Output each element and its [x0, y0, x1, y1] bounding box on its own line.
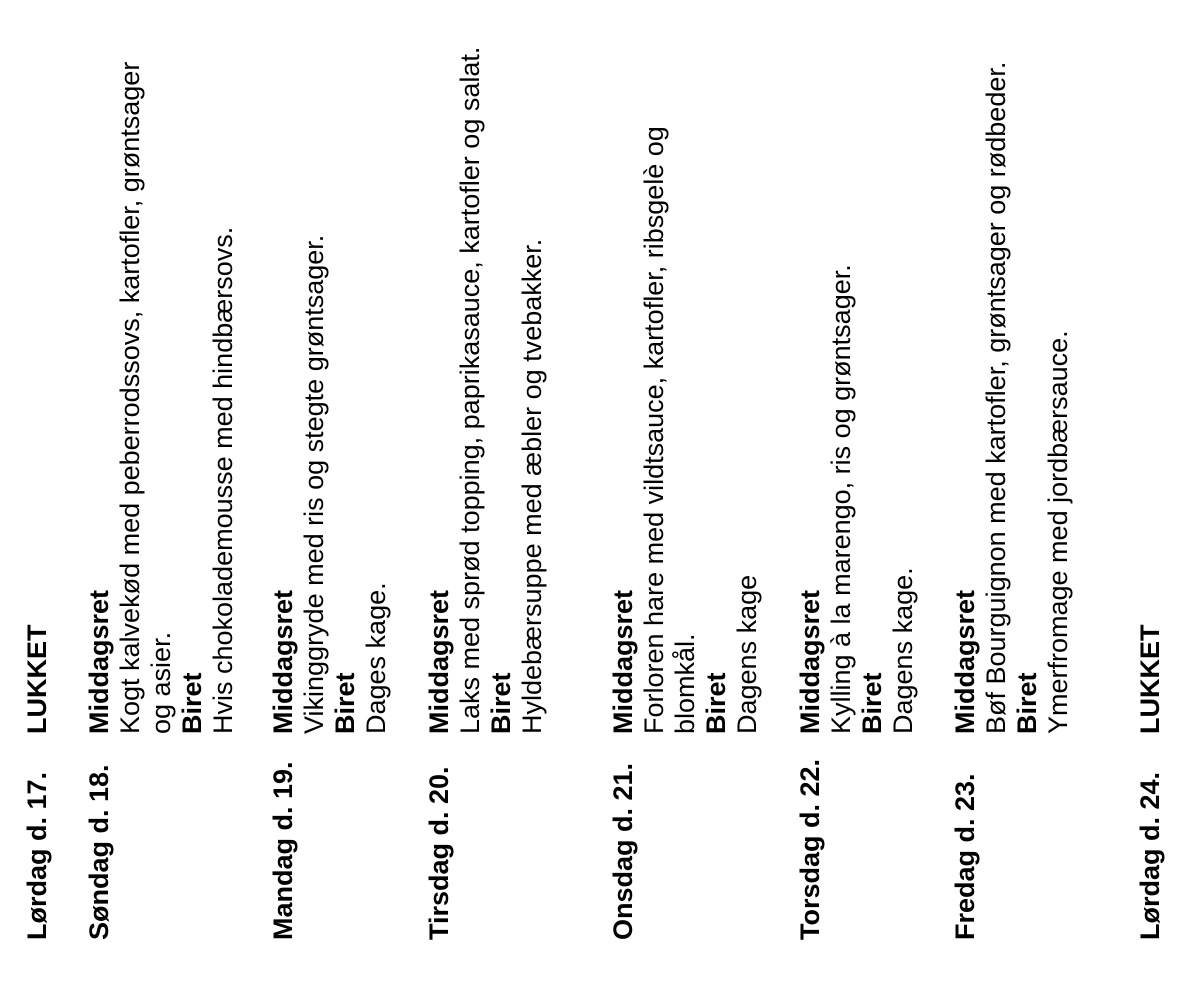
dessert-text: Dagens kage	[732, 574, 762, 734]
main-course-heading: Middagsret	[950, 589, 980, 734]
day-content	[22, 34, 53, 734]
main-course-text: Laks med sprød topping, paprikasauce, kartofler og salat.	[455, 46, 485, 734]
dessert-text: Hvis chokolademousse med hindbærsovs.	[208, 226, 238, 734]
day-label: Mandag d. 19.	[268, 761, 298, 940]
dessert-heading: Biret	[486, 672, 516, 734]
day-sunday-18	[84, 34, 239, 940]
day-content	[795, 34, 919, 734]
dessert-text: Ymerfromage med jordbærsauce.	[1043, 330, 1073, 734]
day-content	[1135, 34, 1166, 734]
dessert-heading: Biret	[330, 672, 360, 734]
main-course-text: Bøf Bourguignon med kartofler, grøntsager og rødbeder.	[981, 61, 1011, 734]
dessert-heading: Biret	[701, 672, 731, 734]
main-course-heading: Middagsret	[268, 589, 298, 734]
main-course-text: Kylling à la marengo, ris og grøntsager.	[826, 264, 856, 734]
day-label: Tirsdag d. 20.	[424, 766, 454, 940]
day-content	[950, 34, 1074, 734]
day-label: Lørdag d. 17.	[22, 771, 52, 940]
day-content	[268, 34, 392, 734]
main-course-heading: Middagsret	[795, 589, 825, 734]
day-content	[84, 34, 239, 734]
closed-label: LUKKET	[22, 624, 52, 734]
day-saturday-24	[1135, 34, 1166, 940]
dessert-text: Dages kage.	[361, 582, 391, 734]
main-course-text: Kogt kalvekød med peberrodssovs, kartofler, grøntsager og asier.	[115, 61, 176, 734]
day-thursday-22	[795, 34, 919, 940]
dessert-text: Dagens kage.	[888, 567, 918, 734]
dessert-heading: Biret	[177, 672, 207, 734]
day-friday-23	[950, 34, 1074, 940]
day-label: Søndag d. 18.	[84, 764, 114, 940]
dessert-text: Hyldebærsuppe med æbler og tvebakker.	[517, 238, 547, 734]
day-tuesday-20	[424, 34, 548, 940]
main-course-heading: Middagsret	[608, 589, 638, 734]
main-course-heading: Middagsret	[84, 589, 114, 734]
dessert-heading: Biret	[857, 672, 887, 734]
dessert-heading: Biret	[1012, 672, 1042, 734]
closed-label: LUKKET	[1135, 624, 1165, 734]
day-monday-19	[268, 34, 392, 940]
main-course-text: Forloren hare med vildtsauce, kartofler, ribsgelè og blomkål.	[639, 126, 700, 734]
main-course-text: Vikinggryde med ris og stegte grøntsager.	[299, 234, 329, 734]
day-label: Onsdag d. 21.	[608, 762, 638, 940]
main-course-heading: Middagsret	[424, 589, 454, 734]
day-label: Lørdag d. 24.	[1135, 771, 1165, 940]
day-label: Torsdag d. 22.	[795, 758, 825, 940]
day-saturday-17	[22, 34, 53, 940]
day-label: Fredag d. 23.	[950, 773, 980, 940]
day-wednesday-21	[608, 34, 763, 940]
day-content	[608, 34, 763, 734]
day-content	[424, 34, 548, 734]
